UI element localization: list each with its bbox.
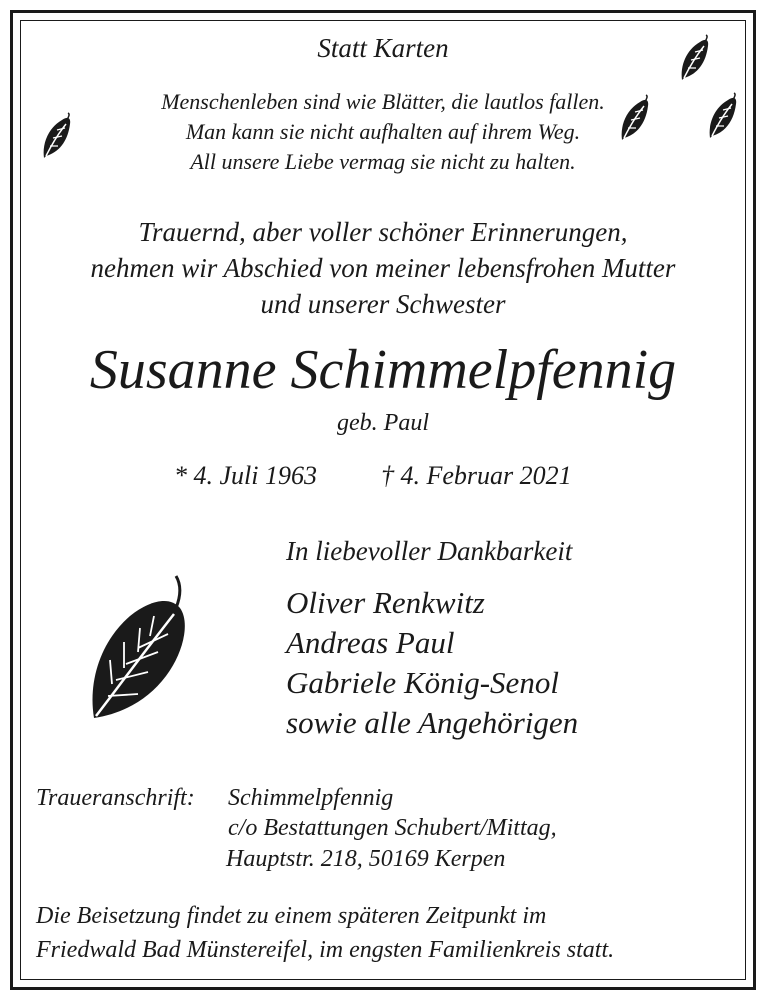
footer-line: Friedwald Bad Münstereifel, im engsten Familienkreis statt.	[36, 937, 615, 963]
intro-line: Trauernd, aber voller schöner Erinnerungen,	[138, 217, 628, 247]
mourner-name: Gabriele König-Senol	[286, 665, 559, 700]
poem-line: Menschenleben sind wie Blätter, die lautlos fallen.	[161, 89, 605, 114]
birth-name: geb. Paul	[337, 410, 429, 436]
address-line: Hauptstr. 218, 50169 Kerpen	[226, 846, 506, 872]
mourner-name: Andreas Paul	[286, 625, 455, 660]
intro-line: nehmen wir Abschied von meiner lebensfrohen Mutter	[90, 253, 676, 283]
poem-line: Man kann sie nicht aufhalten auf ihrem Weg.	[185, 119, 581, 144]
address-line: Schimmelpfennig	[228, 785, 394, 811]
deceased-name: Susanne Schimmelpfennig	[89, 339, 677, 401]
address-label: Traueranschrift:	[36, 785, 195, 811]
mourner-name: Oliver Renkwitz	[286, 585, 485, 620]
large-leaf-icon	[86, 572, 198, 724]
mourners-heading: In liebevoller Dankbarkeit	[286, 536, 573, 566]
footer-line: Die Beisetzung findet zu einem späteren Zeitpunkt im	[36, 903, 547, 929]
death-date: † 4. Februar 2021	[381, 461, 572, 490]
intro-line: und unserer Schwester	[260, 289, 506, 319]
address-line: c/o Bestattungen Schubert/Mittag,	[228, 815, 557, 841]
header-title: Statt Karten	[317, 33, 449, 63]
poem-line: All unsere Liebe vermag sie nicht zu halten.	[190, 149, 576, 174]
mourner-name: sowie alle Angehörigen	[286, 705, 579, 740]
birth-date: * 4. Juli 1963	[174, 461, 317, 490]
